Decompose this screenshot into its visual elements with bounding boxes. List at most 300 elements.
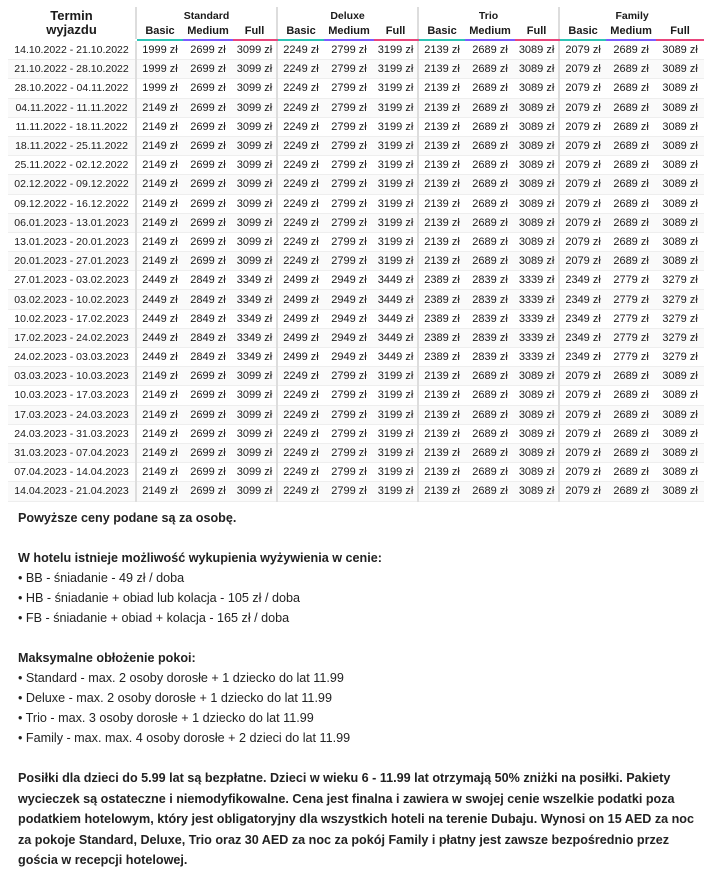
price-cell: 3449 zł — [374, 348, 418, 367]
price-cell: 3089 zł — [515, 232, 559, 251]
price-cell: 3089 zł — [515, 482, 559, 501]
price-cell: 2689 zł — [465, 40, 515, 60]
price-cell: 2079 zł — [559, 232, 606, 251]
subheader-family-basic: Basic — [559, 22, 606, 40]
price-cell: 2249 zł — [277, 232, 324, 251]
price-cell: 3089 zł — [656, 463, 704, 482]
price-cell: 2349 zł — [559, 348, 606, 367]
price-cell: 3279 zł — [656, 328, 704, 347]
price-cell: 2149 zł — [136, 252, 183, 271]
price-cell: 2689 zł — [606, 424, 656, 443]
price-cell: 2249 zł — [277, 213, 324, 232]
price-cell: 2249 zł — [277, 463, 324, 482]
price-cell: 3089 zł — [515, 424, 559, 443]
price-cell: 3089 zł — [515, 175, 559, 194]
price-cell: 2699 zł — [183, 443, 233, 462]
price-cell: 2689 zł — [465, 386, 515, 405]
price-cell: 2689 zł — [606, 79, 656, 98]
price-cell: 2699 zł — [183, 405, 233, 424]
price-cell: 3339 zł — [515, 290, 559, 309]
price-cell: 3099 zł — [233, 175, 277, 194]
subheader-deluxe-basic: Basic — [277, 22, 324, 40]
meals-title: W hotelu istnieje możliwość wykupienia wyżywienia w cenie: — [18, 551, 382, 565]
price-cell: 3089 zł — [656, 156, 704, 175]
price-cell: 3199 zł — [374, 482, 418, 501]
subheader-trio-basic: Basic — [418, 22, 465, 40]
price-cell: 2139 zł — [418, 60, 465, 79]
price-cell: 2139 zł — [418, 405, 465, 424]
price-cell: 2799 zł — [324, 117, 374, 136]
price-cell: 2079 zł — [559, 482, 606, 501]
group-header-standard: Standard — [136, 7, 277, 22]
price-cell: 2689 zł — [465, 136, 515, 155]
table-row — [8, 98, 704, 117]
price-cell: 2699 zł — [183, 252, 233, 271]
date-cell: 14.04.2023 - 21.04.2023 — [8, 482, 136, 501]
price-cell: 3199 zł — [374, 367, 418, 386]
price-cell: 2689 zł — [465, 175, 515, 194]
price-cell: 2079 zł — [559, 252, 606, 271]
price-cell: 3099 zł — [233, 40, 277, 60]
price-cell: 2689 zł — [606, 443, 656, 462]
table-row — [8, 156, 704, 175]
price-cell: 2689 zł — [465, 60, 515, 79]
price-cell: 2249 zł — [277, 482, 324, 501]
price-cell: 2149 zł — [136, 443, 183, 462]
price-cell: 3089 zł — [515, 79, 559, 98]
price-cell: 2689 zł — [606, 482, 656, 501]
price-cell: 2079 zł — [559, 194, 606, 213]
price-cell: 3089 zł — [656, 424, 704, 443]
price-cell: 2149 zł — [136, 463, 183, 482]
price-cell: 3199 zł — [374, 40, 418, 60]
price-cell: 2079 zł — [559, 367, 606, 386]
price-cell: 3089 zł — [515, 367, 559, 386]
price-cell: 3199 zł — [374, 405, 418, 424]
price-cell: 2699 zł — [183, 386, 233, 405]
price-cell: 2499 zł — [277, 309, 324, 328]
date-cell: 24.02.2023 - 03.03.2023 — [8, 348, 136, 367]
price-cell: 2699 zł — [183, 98, 233, 117]
price-cell: 3089 zł — [515, 156, 559, 175]
price-cell: 3099 zł — [233, 156, 277, 175]
price-cell: 3199 zł — [374, 232, 418, 251]
price-cell: 3449 zł — [374, 309, 418, 328]
price-cell: 2699 zł — [183, 194, 233, 213]
date-cell: 27.01.2023 - 03.02.2023 — [8, 271, 136, 290]
price-cell: 2249 zł — [277, 60, 324, 79]
price-cell: 3089 zł — [515, 40, 559, 60]
price-cell: 3089 zł — [656, 175, 704, 194]
price-cell: 2689 zł — [606, 252, 656, 271]
date-cell: 11.11.2022 - 18.11.2022 — [8, 117, 136, 136]
occupancy-item-standard: • Standard - max. 2 osoby dorosłe + 1 dziecko do lat 11.99 — [18, 671, 344, 685]
price-cell: 2149 zł — [136, 386, 183, 405]
price-table — [8, 7, 704, 502]
price-cell: 2149 zł — [136, 232, 183, 251]
price-cell: 2839 zł — [465, 328, 515, 347]
price-cell: 2449 zł — [136, 271, 183, 290]
price-cell: 2689 zł — [606, 156, 656, 175]
price-cell: 2139 zł — [418, 213, 465, 232]
price-cell: 2139 zł — [418, 194, 465, 213]
price-cell: 2079 zł — [559, 136, 606, 155]
price-cell: 2849 zł — [183, 309, 233, 328]
price-cell: 3099 zł — [233, 443, 277, 462]
price-cell: 2449 zł — [136, 290, 183, 309]
price-cell: 2499 zł — [277, 328, 324, 347]
price-cell: 2249 zł — [277, 98, 324, 117]
price-cell: 2149 zł — [136, 405, 183, 424]
price-cell: 2449 zł — [136, 309, 183, 328]
price-cell: 2079 zł — [559, 405, 606, 424]
meal-item-hb: • HB - śniadanie + obiad lub kolacja - 105 zł / doba — [18, 591, 300, 605]
price-cell: 2249 zł — [277, 136, 324, 155]
price-cell: 2849 zł — [183, 328, 233, 347]
price-cell: 2779 zł — [606, 290, 656, 309]
price-cell: 2389 zł — [418, 328, 465, 347]
price-cell: 2799 zł — [324, 252, 374, 271]
price-table-container — [8, 7, 704, 502]
table-row — [8, 309, 704, 328]
price-cell: 2249 zł — [277, 443, 324, 462]
price-cell: 3339 zł — [515, 328, 559, 347]
price-cell: 2799 zł — [324, 482, 374, 501]
subheader-deluxe-full: Full — [374, 22, 418, 40]
price-cell: 3339 zł — [515, 348, 559, 367]
price-cell: 3089 zł — [656, 79, 704, 98]
price-cell: 3089 zł — [515, 60, 559, 79]
price-cell: 2249 zł — [277, 79, 324, 98]
date-cell: 10.02.2023 - 17.02.2023 — [8, 309, 136, 328]
price-cell: 2389 zł — [418, 290, 465, 309]
price-cell: 3089 zł — [515, 194, 559, 213]
price-cell: 2079 zł — [559, 40, 606, 60]
per-person-note: Powyższe ceny podane są za osobę. — [18, 511, 237, 525]
subheader-standard-full: Full — [233, 22, 277, 40]
price-cell: 2149 zł — [136, 156, 183, 175]
price-cell: 2689 zł — [465, 405, 515, 424]
occupancy-item-trio: • Trio - max. 3 osoby dorosłe + 1 dziecko do lat 11.99 — [18, 711, 314, 725]
price-cell: 2689 zł — [465, 117, 515, 136]
price-cell: 2699 zł — [183, 60, 233, 79]
price-cell: 3339 zł — [515, 309, 559, 328]
price-cell: 3279 zł — [656, 309, 704, 328]
price-cell: 2139 zł — [418, 424, 465, 443]
price-cell: 2699 zł — [183, 156, 233, 175]
meal-item-bb: • BB - śniadanie - 49 zł / doba — [18, 571, 185, 585]
table-row — [8, 40, 704, 60]
date-cell: 24.03.2023 - 31.03.2023 — [8, 424, 136, 443]
group-header-family: Family — [559, 7, 704, 22]
price-cell: 2849 zł — [183, 348, 233, 367]
price-cell: 2699 zł — [183, 117, 233, 136]
price-cell: 3279 zł — [656, 271, 704, 290]
price-cell: 3449 zł — [374, 328, 418, 347]
price-cell: 2949 zł — [324, 309, 374, 328]
price-cell: 2079 zł — [559, 175, 606, 194]
price-cell: 3089 zł — [656, 117, 704, 136]
price-cell: 3199 zł — [374, 463, 418, 482]
price-cell: 2849 zł — [183, 271, 233, 290]
price-cell: 2079 zł — [559, 79, 606, 98]
occupancy-item-family: • Family - max. max. 4 osoby dorosłe + 2 dzieci do lat 11.99 — [18, 731, 351, 745]
price-cell: 3449 zł — [374, 271, 418, 290]
price-cell: 2799 zł — [324, 98, 374, 117]
price-cell: 2779 zł — [606, 309, 656, 328]
price-cell: 2689 zł — [465, 156, 515, 175]
subheader-standard-medium: Medium — [183, 22, 233, 40]
date-cell: 10.03.2023 - 17.03.2023 — [8, 386, 136, 405]
price-cell: 2689 zł — [465, 194, 515, 213]
price-cell: 3099 zł — [233, 213, 277, 232]
price-cell: 2689 zł — [465, 463, 515, 482]
price-cell: 3089 zł — [656, 136, 704, 155]
price-cell: 3199 zł — [374, 98, 418, 117]
price-cell: 3349 zł — [233, 309, 277, 328]
price-cell: 2389 zł — [418, 271, 465, 290]
term-header — [8, 7, 136, 40]
price-cell: 2689 zł — [465, 424, 515, 443]
date-cell: 06.01.2023 - 13.01.2023 — [8, 213, 136, 232]
price-cell: 2139 zł — [418, 482, 465, 501]
price-cell: 2139 zł — [418, 79, 465, 98]
price-cell: 2079 zł — [559, 117, 606, 136]
price-cell: 2699 zł — [183, 482, 233, 501]
price-cell: 2799 zł — [324, 156, 374, 175]
price-cell: 2139 zł — [418, 443, 465, 462]
price-cell: 2689 zł — [465, 98, 515, 117]
price-cell: 2699 zł — [183, 136, 233, 155]
price-cell: 2139 zł — [418, 367, 465, 386]
price-cell: 2499 zł — [277, 271, 324, 290]
price-cell: 2249 zł — [277, 386, 324, 405]
table-row — [8, 175, 704, 194]
subheader-family-medium: Medium — [606, 22, 656, 40]
price-cell: 2689 zł — [606, 194, 656, 213]
price-cell: 2249 zł — [277, 252, 324, 271]
price-cell: 2839 zł — [465, 290, 515, 309]
price-cell: 2689 zł — [606, 136, 656, 155]
price-cell: 3099 zł — [233, 252, 277, 271]
term-header-line1: Termin — [50, 8, 93, 23]
date-cell: 31.03.2023 - 07.04.2023 — [8, 443, 136, 462]
price-cell: 2799 zł — [324, 424, 374, 443]
date-cell: 02.12.2022 - 09.12.2022 — [8, 175, 136, 194]
price-cell: 3089 zł — [515, 98, 559, 117]
price-cell: 2779 zł — [606, 328, 656, 347]
price-cell: 2689 zł — [606, 175, 656, 194]
price-cell: 2149 zł — [136, 424, 183, 443]
price-cell: 2449 zł — [136, 348, 183, 367]
price-cell: 2249 zł — [277, 367, 324, 386]
price-cell: 3089 zł — [656, 213, 704, 232]
occupancy-item-deluxe: • Deluxe - max. 2 osoby dorosłe + 1 dziecko do lat 11.99 — [18, 691, 332, 705]
table-row — [8, 117, 704, 136]
price-cell: 3199 zł — [374, 79, 418, 98]
table-row — [8, 60, 704, 79]
price-cell: 2799 zł — [324, 443, 374, 462]
price-cell: 2389 zł — [418, 309, 465, 328]
price-cell: 2689 zł — [606, 386, 656, 405]
price-cell: 2149 zł — [136, 194, 183, 213]
meal-item-fb: • FB - śniadanie + obiad + kolacja - 165 zł / doba — [18, 611, 290, 625]
price-cell: 2139 zł — [418, 175, 465, 194]
date-cell: 25.11.2022 - 02.12.2022 — [8, 156, 136, 175]
price-cell: 3099 zł — [233, 79, 277, 98]
price-cell: 3199 zł — [374, 156, 418, 175]
group-header-trio: Trio — [418, 7, 559, 22]
price-cell: 3089 zł — [656, 405, 704, 424]
price-cell: 2689 zł — [465, 232, 515, 251]
price-cell: 2699 zł — [183, 367, 233, 386]
price-cell: 3099 zł — [233, 232, 277, 251]
price-cell: 3089 zł — [515, 213, 559, 232]
price-cell: 3449 zł — [374, 290, 418, 309]
price-cell: 2849 zł — [183, 290, 233, 309]
price-cell: 3089 zł — [656, 367, 704, 386]
price-cell: 2349 zł — [559, 271, 606, 290]
price-cell: 3089 zł — [656, 232, 704, 251]
price-cell: 2349 zł — [559, 309, 606, 328]
price-cell: 2949 zł — [324, 348, 374, 367]
price-cell: 2149 zł — [136, 213, 183, 232]
date-cell: 09.12.2022 - 16.12.2022 — [8, 194, 136, 213]
price-cell: 3199 zł — [374, 213, 418, 232]
price-cell: 2689 zł — [465, 213, 515, 232]
price-cell: 2249 zł — [277, 117, 324, 136]
price-cell: 3199 zł — [374, 424, 418, 443]
price-cell: 1999 zł — [136, 40, 183, 60]
price-cell: 2779 zł — [606, 271, 656, 290]
price-cell: 3349 zł — [233, 328, 277, 347]
date-cell: 13.01.2023 - 20.01.2023 — [8, 232, 136, 251]
table-row — [8, 213, 704, 232]
price-cell: 3089 zł — [515, 386, 559, 405]
price-cell: 2499 zł — [277, 290, 324, 309]
price-cell: 2689 zł — [465, 482, 515, 501]
price-cell: 2689 zł — [465, 443, 515, 462]
price-cell: 2139 zł — [418, 117, 465, 136]
price-cell: 2699 zł — [183, 213, 233, 232]
price-cell: 3099 zł — [233, 482, 277, 501]
price-cell: 3199 zł — [374, 194, 418, 213]
date-cell: 03.02.2023 - 10.02.2023 — [8, 290, 136, 309]
price-cell: 3089 zł — [515, 252, 559, 271]
price-cell: 2139 zł — [418, 386, 465, 405]
price-cell: 3099 zł — [233, 367, 277, 386]
date-cell: 04.11.2022 - 11.11.2022 — [8, 98, 136, 117]
price-cell: 2799 zł — [324, 40, 374, 60]
table-row — [8, 194, 704, 213]
price-cell: 2689 zł — [606, 60, 656, 79]
price-cell: 2449 zł — [136, 328, 183, 347]
price-cell: 2079 zł — [559, 386, 606, 405]
price-cell: 2079 zł — [559, 156, 606, 175]
price-cell: 2839 zł — [465, 309, 515, 328]
price-cell: 2799 zł — [324, 386, 374, 405]
price-cell: 2249 zł — [277, 175, 324, 194]
final-paragraph: Posiłki dla dzieci do 5.99 lat są bezpłatne. Dzieci w wieku 6 - 11.99 lat otrzymają 50% zniżki na posiłki. Pakiety wycieczek są ostateczne i niemodyfikowalne. Cena jest finalna i zawiera w swojej cenie wszelkie podatki poza podatkiem hotelowym, który jest obligatoryjny dla wszystkich hoteli na terenie Dubaju. Wynosi on 15 AED za noc za pokoje Standard, Deluxe, Trio oraz 30 AED za noc za pokój Family i płatny jest zawsze bezpośrednio przez gościa w recepcji hotelowej. — [18, 771, 695, 867]
price-cell: 2149 zł — [136, 136, 183, 155]
price-cell: 2689 zł — [606, 405, 656, 424]
price-cell: 2249 zł — [277, 156, 324, 175]
price-cell: 2689 zł — [465, 252, 515, 271]
price-cell: 2799 zł — [324, 463, 374, 482]
price-cell: 3089 zł — [656, 252, 704, 271]
price-cell: 2689 zł — [465, 367, 515, 386]
price-cell: 3099 zł — [233, 136, 277, 155]
price-cell: 3349 zł — [233, 348, 277, 367]
date-cell: 28.10.2022 - 04.11.2022 — [8, 79, 136, 98]
price-cell: 3089 zł — [515, 136, 559, 155]
price-cell: 2499 zł — [277, 348, 324, 367]
price-cell: 2079 zł — [559, 60, 606, 79]
price-cell: 2249 zł — [277, 40, 324, 60]
date-cell: 03.03.2023 - 10.03.2023 — [8, 367, 136, 386]
price-cell: 2949 zł — [324, 290, 374, 309]
price-cell: 2949 zł — [324, 328, 374, 347]
price-cell: 2689 zł — [606, 213, 656, 232]
price-cell: 3099 zł — [233, 424, 277, 443]
date-cell: 21.10.2022 - 28.10.2022 — [8, 60, 136, 79]
table-row — [8, 290, 704, 309]
price-cell: 3089 zł — [656, 98, 704, 117]
price-cell: 2079 zł — [559, 463, 606, 482]
subheader-trio-full: Full — [515, 22, 559, 40]
table-row — [8, 482, 704, 501]
price-cell: 3099 zł — [233, 463, 277, 482]
price-cell: 2799 zł — [324, 232, 374, 251]
price-cell: 3089 zł — [656, 482, 704, 501]
price-cell: 2249 zł — [277, 194, 324, 213]
price-cell: 2689 zł — [606, 98, 656, 117]
term-header-line2: wyjazdu — [46, 22, 97, 37]
price-cell: 2799 zł — [324, 367, 374, 386]
price-cell: 3199 zł — [374, 60, 418, 79]
table-row — [8, 443, 704, 462]
date-cell: 17.03.2023 - 24.03.2023 — [8, 405, 136, 424]
date-cell: 20.01.2023 - 27.01.2023 — [8, 252, 136, 271]
price-cell: 2799 zł — [324, 405, 374, 424]
price-cell: 2139 zł — [418, 252, 465, 271]
price-cell: 3099 zł — [233, 60, 277, 79]
price-cell: 2349 zł — [559, 328, 606, 347]
price-cell: 2699 zł — [183, 463, 233, 482]
price-cell: 2079 zł — [559, 213, 606, 232]
group-header-row — [8, 7, 704, 22]
table-row — [8, 232, 704, 251]
price-cell: 3279 zł — [656, 290, 704, 309]
price-cell: 2149 zł — [136, 175, 183, 194]
table-row — [8, 79, 704, 98]
price-cell: 2799 zł — [324, 60, 374, 79]
price-cell: 2689 zł — [606, 232, 656, 251]
price-cell: 3089 zł — [515, 405, 559, 424]
price-cell: 3279 zł — [656, 348, 704, 367]
price-cell: 3089 zł — [656, 60, 704, 79]
table-row — [8, 252, 704, 271]
price-cell: 3089 zł — [656, 194, 704, 213]
price-cell: 2839 zł — [465, 348, 515, 367]
price-cell: 2949 zł — [324, 271, 374, 290]
price-cell: 2139 zł — [418, 40, 465, 60]
price-cell: 2699 zł — [183, 79, 233, 98]
price-cell: 2689 zł — [606, 463, 656, 482]
price-cell: 2689 zł — [606, 40, 656, 60]
price-cell: 3199 zł — [374, 136, 418, 155]
date-cell: 07.04.2023 - 14.04.2023 — [8, 463, 136, 482]
